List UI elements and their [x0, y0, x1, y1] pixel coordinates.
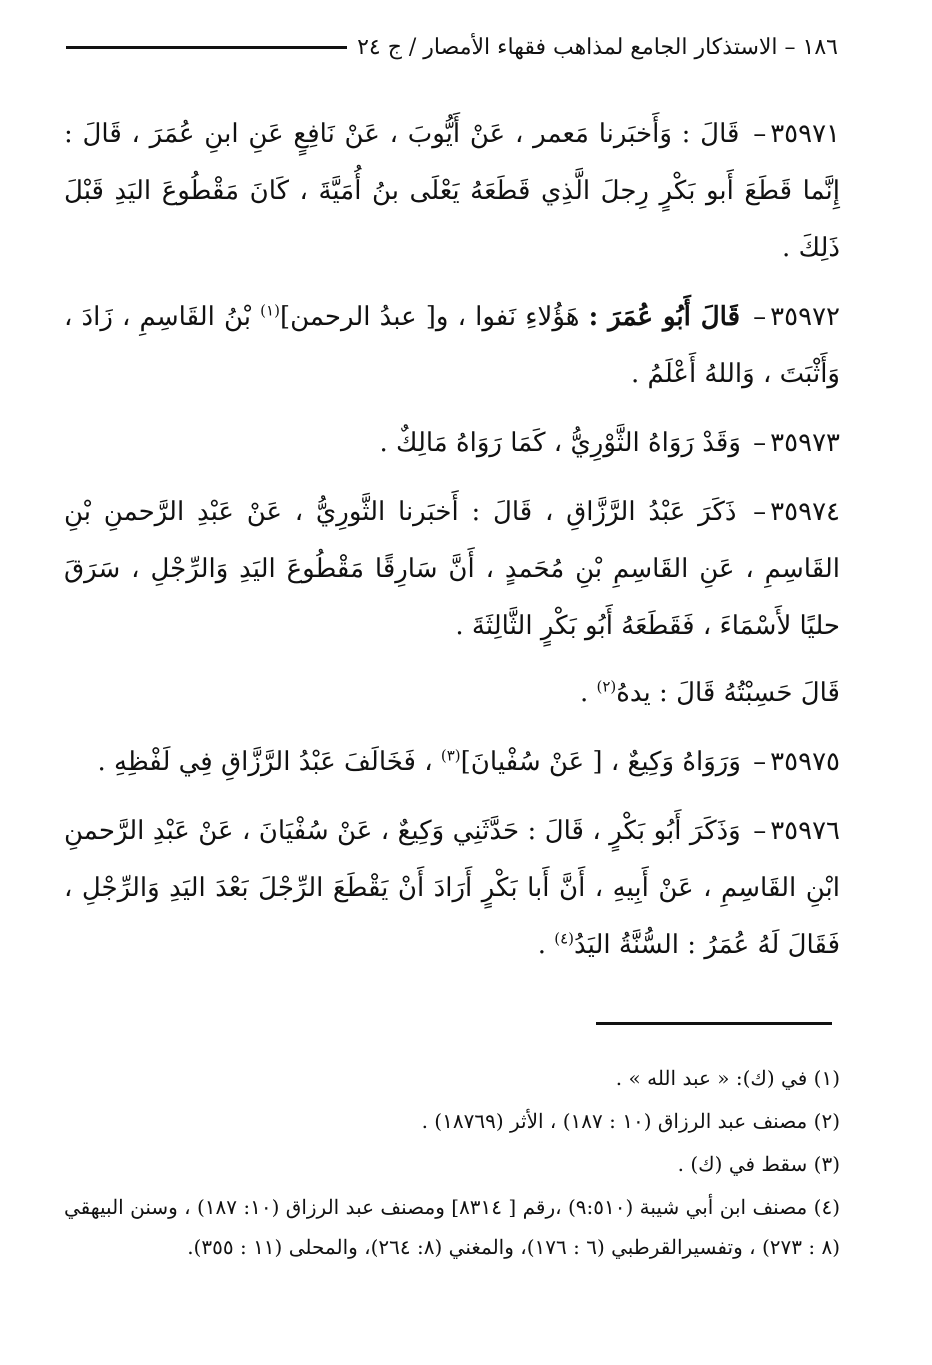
paragraph-text: ذَكَرَ عَبْدُ الرَّزَّاقِ ، قَالَ : أَخبَرنا الثَّورِيُّ ، عَنْ عَبْدِ الرَّحمنِ بْنِ القَاسِمِ ، عَنِ القَاسِمِ بْنِ مُحَمدٍ ، أَنَّ سَارِقًا مَقْطُوعَ اليَدِ وَالرِّجْلِ ، سَرَقَ حليًا لأَسْمَاءَ ، فَقَطَعَهُ أَبُو بَكْرٍ الثَّالِثَةَ .	[64, 497, 840, 641]
paragraph-35974: ٣٥٩٧٤– ذَكَرَ عَبْدُ الرَّزَّاقِ ، قَالَ : أَخبَرنا الثَّورِيُّ ، عَنْ عَبْدِ الرَّحمنِ بْنِ القَاسِمِ ، عَنِ القَاسِمِ بْنِ مُحَمدٍ ، أَنَّ سَارِقًا مَقْطُوعَ اليَدِ وَالرِّجْلِ ، سَرَقَ حليًا لأَسْمَاءَ ، فَقَطَعَهُ أَبُو بَكْرٍ الثَّالِثَةَ .	[64, 497, 840, 641]
paragraph-text: هَؤُلاءِ نَفوا ، و[ عبدُ الرحمن]	[279, 302, 580, 332]
paragraph-35971: ٣٥٩٧١– قَالَ : وَأَخبَرنا مَعمر ، عَنْ أَيُّوبَ ، عَنْ نَافِعٍ عَنِ ابنِ عُمَرَ ، قَالَ : إِنَّما قَطَعَ أَبو بَكْرٍ رِجلَ الَّذِي قَطَعَهُ يَعْلَى بنُ أُمَيَّةَ ، كَانَ مَقْطُوعَ اليَدِ قَبْلَ ذَلِكَ .	[64, 119, 841, 263]
paragraph-lead: قَالَ أَبُو عُمَرَ :	[588, 302, 741, 332]
footnote-separator	[596, 1022, 832, 1025]
page-header	[66, 30, 838, 64]
paragraph-number: ٣٥٩٧٢	[770, 302, 840, 332]
paragraph-text: بْنُ القَاسِمِ ، زَادَ ، وَأَثْبَتَ ، وَاللهُ أَعْلَمُ .	[64, 302, 840, 389]
paragraph-number: ٣٥٩٧٤	[770, 497, 840, 527]
header-rule	[66, 46, 347, 49]
paragraph-text: ، فَخَالَفَ عَبْدُ الرَّزَّاقِ فِي لَفْظِهِ .	[97, 747, 433, 777]
paragraph-number: ٣٥٩٧١	[770, 119, 841, 149]
paragraph-text: قَالَ حَسِبْتُهُ قَالَ : يدهُ	[616, 678, 840, 708]
footnote-4: (٤) مصنف ابن أبي شيبة (٩:٥١٠) ،رقم [ ٨٣١٤] ومصنف عبد الرزاق (١٠: ١٨٧) ، وسنن البيهقي (٨ : ٢٧٣) ، وتفسيرالقرطبي (٦ : ١٧٦)، والمغني (٨: ٢٦٤)، والمحلى (١١ : ٣٥٥).	[64, 1195, 840, 1259]
paragraph-35975: ٣٥٩٧٥– وَرَوَاهُ وَكِيعٌ ، [ عَنْ سُفْيانَ]$^{(٣)}$ ، فَخَالَفَ عَبْدُ الرَّزَّاقِ فِي لَفْظِهِ .	[97, 746, 840, 777]
paragraph-continuation	[64, 665, 840, 722]
main-text	[64, 106, 840, 986]
paragraph-text: وَذَكَرَ أَبُو بَكْرٍ ، قَالَ : حَدَّثَنِي وَكِيعٌ ، عَنْ سُفْيَانَ ، عَنْ عَبْدِ الرَّحمنِ ابْنِ القَاسِمِ ، عَنْ أَبِيهِ ، أَنَّ أَبا بَكْرٍ أَرَادَ أَنْ يَقْطَعَ الرِّجْلَ بَعْدَ اليَدِ وَالرِّجْلِ ، فَقَالَ لَهُ عُمَرُ : السُّنَّةُ اليَدُ	[64, 816, 840, 960]
paragraph-number: ٣٥٩٧٦	[770, 816, 841, 846]
paragraph-text: قَالَ : وَأَخبَرنا مَعمر ، عَنْ أَيُّوبَ ، عَنْ نَافِعٍ عَنِ ابنِ عُمَرَ ، قَالَ : إِنَّما قَطَعَ أَبو بَكْرٍ رِجلَ الَّذِي قَطَعَهُ يَعْلَى بنُ أُمَيَّةَ ، كَانَ مَقْطُوعَ اليَدِ قَبْلَ ذَلِكَ .	[64, 119, 840, 263]
paragraph-35972: ٣٥٩٧٢– قَالَ أَبُو عُمَرَ : هَؤُلاءِ نَفوا ، و[ عبدُ الرحمن]$^{(١)}$ بْنُ القَاسِمِ ، زَادَ ، وَأَثْبَتَ ، وَاللهُ أَعْلَمُ .	[64, 301, 840, 389]
footnote-ref[interactable]: (١)	[260, 301, 280, 320]
paragraph-number: ٣٥٩٧٥	[770, 747, 840, 777]
paragraph-text: وَرَوَاهُ وَكِيعٌ ، [ عَنْ سُفْيانَ]	[460, 747, 741, 777]
footnote-2: (٢) مصنف عبد الرزاق (١٠ : ١٨٧) ، الأثر (١٨٧٦٩) .	[421, 1109, 840, 1133]
paragraph-35976: ٣٥٩٧٦– وَذَكَرَ أَبُو بَكْرٍ ، قَالَ : حَدَّثَنِي وَكِيعٌ ، عَنْ سُفْيَانَ ، عَنْ عَبْدِ الرَّحمنِ ابْنِ القَاسِمِ ، عَنْ أَبِيهِ ، أَنَّ أَبا بَكْرٍ أَرَادَ أَنْ يَقْطَعَ الرِّجْلَ بَعْدَ اليَدِ وَالرِّجْلِ ، فَقَالَ لَهُ عُمَرُ : السُّنَّةُ اليَدُ$^{(٤)}$ .	[64, 816, 841, 960]
paragraph-35973: ٣٥٩٧٣– وَقَدْ رَوَاهُ الثَّوْرِيُّ ، كَمَا رَوَاهُ مَالِكٌ .	[379, 428, 840, 458]
footnotes	[64, 1058, 840, 1270]
paragraph-text: .	[579, 678, 589, 708]
paragraph-text: .	[537, 930, 546, 960]
footnote-1: (١) في (ك): « عبد الله » .	[615, 1066, 840, 1090]
paragraph-text: وَقَدْ رَوَاهُ الثَّوْرِيُّ ، كَمَا رَوَاهُ مَالِكٌ .	[379, 428, 741, 458]
footnote-ref[interactable]: (٤)	[554, 929, 574, 948]
footnote-ref[interactable]: (٢)	[596, 677, 617, 696]
running-title: ١٨٦ – الاستذكار الجامع لمذاهب فقهاء الأمصار / ج ٢٤	[357, 34, 838, 60]
footnote-3: (٣) سقط في (ك) .	[677, 1152, 840, 1176]
footnote-ref[interactable]: (٣)	[440, 746, 461, 765]
paragraph-number: ٣٥٩٧٣	[770, 428, 840, 458]
